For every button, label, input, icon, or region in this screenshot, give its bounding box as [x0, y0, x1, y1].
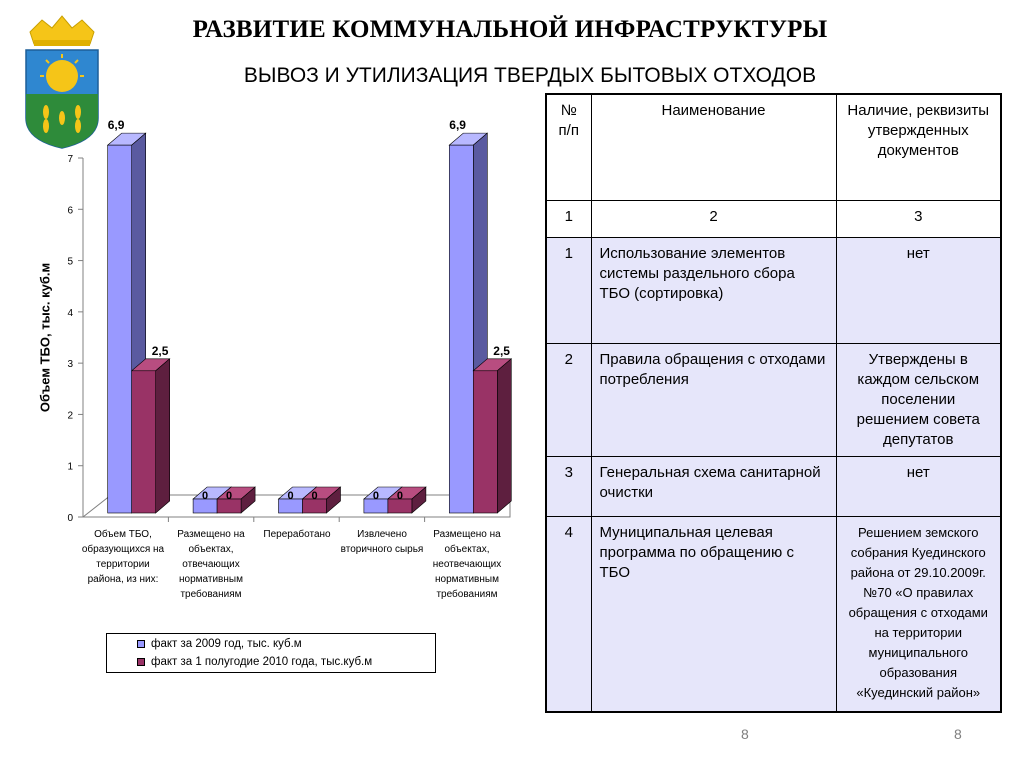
bar-side: [156, 359, 170, 513]
bar-side: [497, 359, 511, 513]
data-label: 2,5: [493, 343, 510, 358]
table-cell: Использование элементов системы раздельного сбора ТБО (сортировка): [591, 237, 836, 343]
documents-table: [545, 93, 1002, 713]
legend-label: факт за 1 полугодие 2010 года, тыс.куб.м: [151, 656, 373, 668]
legend-item: [137, 656, 372, 668]
table-cell: Решением земского собрания Куединского района от 29.10.2009г. №70 «О правилах обращения с отходами на территории муниципального образования «Куединский район»: [836, 516, 1001, 712]
table-cell: Утверждены в каждом сельском поселении решением совета депутатов: [836, 343, 1001, 456]
table-row: [546, 456, 1001, 516]
y-tick-label: 5: [67, 256, 73, 268]
page-number: 8: [741, 726, 749, 742]
table-cell: 1: [546, 237, 591, 343]
legend-swatch-2010: [137, 658, 145, 666]
bar: [132, 371, 156, 513]
table-cell: 1: [546, 200, 591, 237]
data-label: 0: [287, 490, 294, 502]
y-tick-label: 0: [67, 513, 73, 524]
data-label: 0: [396, 490, 403, 502]
data-label: 6,9: [107, 120, 125, 133]
table-cell: 3: [836, 200, 1001, 237]
y-tick-label: 2: [67, 410, 73, 422]
page-title: РАЗВИТИЕ КОММУНАЛЬНОЙ ИНФРАСТРУКТУРЫ: [192, 16, 828, 43]
chart-legend: [106, 633, 436, 673]
bar: [473, 371, 497, 513]
data-label: 0: [372, 490, 379, 502]
bar: [449, 145, 473, 513]
legend-swatch-2009: [137, 640, 145, 648]
y-tick-label: 7: [67, 154, 73, 165]
table-row: [546, 343, 1001, 456]
data-label: 6,9: [449, 120, 466, 133]
category-label: Извлечено вторичного сырья: [340, 529, 424, 555]
bar-chart: [0, 120, 540, 690]
data-label: 0: [311, 490, 318, 502]
y-tick-label: 4: [67, 307, 73, 319]
page-subtitle: ВЫВОЗ И УТИЛИЗАЦИЯ ТВЕРДЫХ БЫТОВЫХ ОТХОДОВ: [243, 64, 817, 87]
table-row: [546, 237, 1001, 343]
table-cell: 4: [546, 516, 591, 712]
table-cell: 3: [546, 456, 591, 516]
header-cell-name: Наименование: [591, 94, 836, 200]
y-tick-label: 1: [67, 461, 73, 473]
bar-chart-canvas: [0, 120, 540, 690]
bar: [108, 145, 132, 513]
table-cell: нет: [836, 456, 1001, 516]
page-number: 8: [954, 726, 962, 742]
table-header-row: [546, 94, 1001, 200]
table-row: [546, 516, 1001, 712]
legend-label: факт за 2009 год, тыс. куб.м: [151, 638, 302, 650]
header-cell-documents: Наличие, реквизиты утвержденных документов: [836, 94, 1001, 200]
table-cell: 2: [591, 200, 836, 237]
category-label: Размещено на объектах, неотвечающих нормативным требованиям: [432, 529, 502, 600]
y-tick-label: 6: [67, 205, 73, 217]
data-label: 2,5: [151, 343, 169, 358]
table-numbering-row: [546, 200, 1001, 237]
table-cell: Генеральная схема санитарной очистки: [591, 456, 836, 516]
table-cell: Правила обращения с отходами потребления: [591, 343, 836, 456]
category-label: Переработано: [263, 529, 331, 540]
table-cell: Муниципальная целевая программа по обращению с ТБО: [591, 516, 836, 712]
category-label: Размещено на объектах, отвечающих нормативным требованиям: [177, 529, 245, 600]
table-cell: нет: [836, 237, 1001, 343]
header-cell-number: № п/п: [546, 94, 591, 200]
data-label: 0: [226, 490, 233, 502]
category-label: Объем ТБО, образующихся на территории района, из них:: [81, 529, 165, 585]
y-axis-label: Объем ТБО, тыс. куб.м: [37, 262, 53, 413]
table-cell: 2: [546, 343, 591, 456]
y-tick-label: 3: [67, 359, 73, 371]
data-label: 0: [202, 490, 209, 502]
legend-item: [137, 638, 302, 650]
